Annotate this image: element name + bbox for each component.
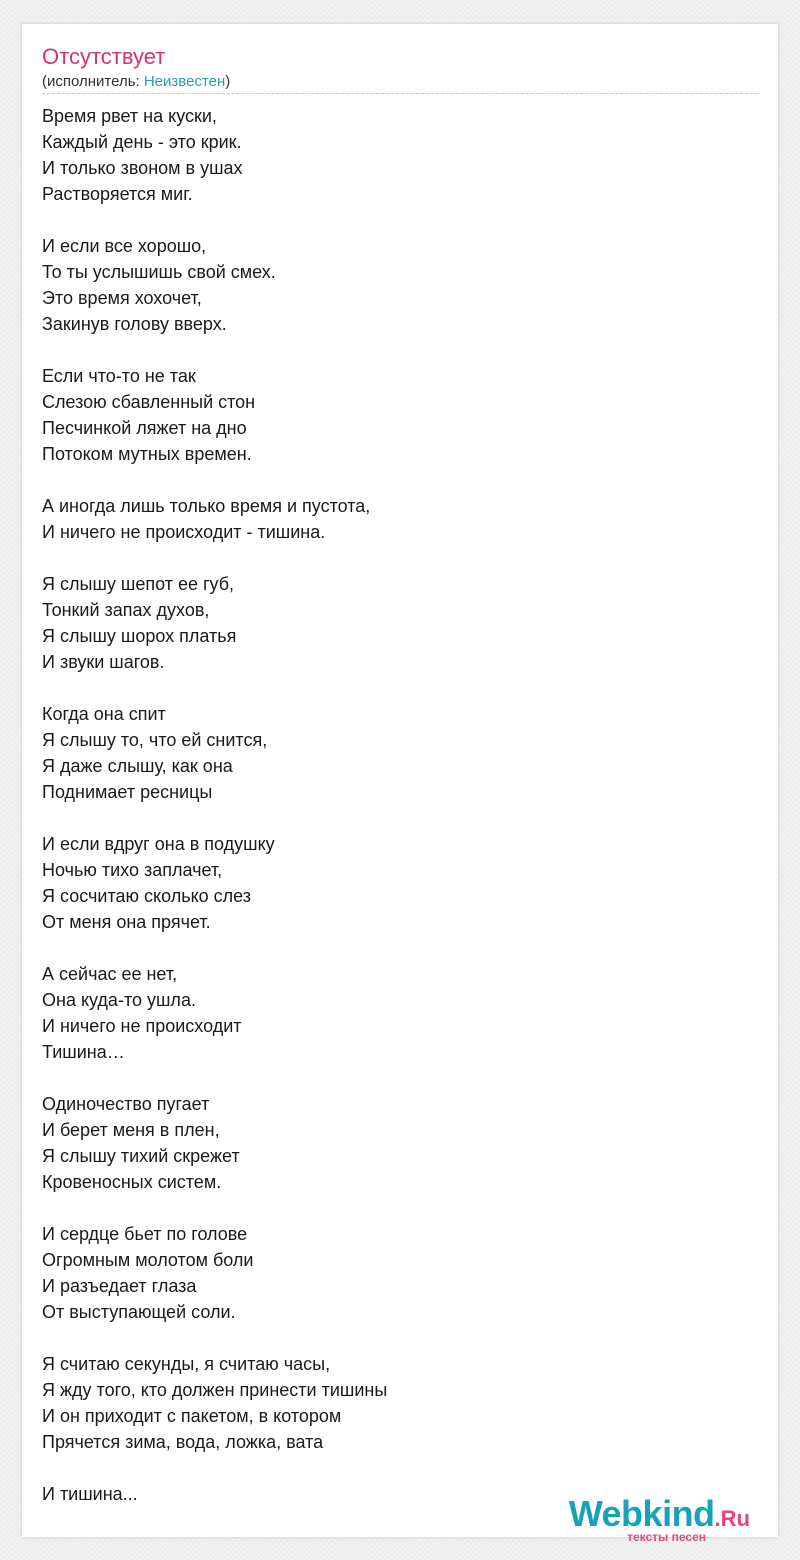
lyrics-line: Кровеносных систем. <box>42 1172 222 1192</box>
lyrics-line: Одиночество пугает <box>42 1094 210 1114</box>
lyrics-stanza <box>42 701 758 805</box>
lyrics-line: Я считаю секунды, я считаю часы, <box>42 1354 331 1374</box>
logo-name: Webkind <box>568 1493 715 1534</box>
artist-suffix: ) <box>225 73 231 90</box>
lyrics-line: Прячется зима, вода, ложка, вата <box>42 1432 324 1452</box>
lyrics-text <box>42 103 758 1533</box>
artist-line <box>42 73 230 91</box>
lyrics-stanza <box>42 1351 758 1455</box>
lyrics-card <box>22 24 778 1544</box>
title-divider <box>42 93 758 94</box>
lyrics-line: Я слышу тихий скрежет <box>42 1146 240 1166</box>
lyrics-line: Это время хохочет, <box>42 288 202 308</box>
lyrics-line: Я слышу шорох платья <box>42 626 237 646</box>
artist-prefix: (исполнитель: <box>42 73 144 90</box>
lyrics-line: И берет меня в плен, <box>42 1120 220 1140</box>
lyrics-line: Время рвет на куски, <box>42 106 217 126</box>
lyrics-stanza <box>42 493 758 545</box>
logo-tagline: тексты песен <box>627 1530 706 1544</box>
lyrics-line: Я слышу шепот ее губ, <box>42 574 235 594</box>
lyrics-line: Когда она спит <box>42 704 166 724</box>
lyrics-line: Закинув голову вверх. <box>42 314 227 334</box>
lyrics-line: И он приходит с пакетом, в котором <box>42 1406 342 1426</box>
lyrics-line: И только звоном в ушах <box>42 158 243 178</box>
lyrics-line: И разъедает глаза <box>42 1276 197 1296</box>
webkind-logo[interactable] <box>560 1494 750 1558</box>
lyrics-line: А сейчас ее нет, <box>42 964 178 984</box>
lyrics-line: Слезою сбавленный стон <box>42 392 256 412</box>
artist-link[interactable]: Неизвестен <box>143 73 226 90</box>
lyrics-line: Растворяется миг. <box>42 184 193 204</box>
lyrics-line: Каждый день - это крик. <box>42 132 242 152</box>
lyrics-line: Тонкий запах духов, <box>42 600 210 620</box>
lyrics-line: Потоком мутных времен. <box>42 444 252 464</box>
lyrics-line: И если все хорошо, <box>42 236 207 256</box>
song-title: Отсутствует <box>42 44 166 69</box>
lyrics-line: И тишина... <box>42 1484 138 1504</box>
lyrics-line: Поднимает ресницы <box>42 782 213 802</box>
lyrics-stanza <box>42 961 758 1065</box>
logo-tld: .Ru <box>714 1506 750 1531</box>
lyrics-stanza <box>42 571 758 675</box>
lyrics-stanza <box>42 233 758 337</box>
lyrics-stanza <box>42 1221 758 1325</box>
lyrics-line: И сердце бьет по голове <box>42 1224 248 1244</box>
lyrics-line: И если вдруг она в подушку <box>42 834 275 854</box>
lyrics-line: Песчинкой ляжет на дно <box>42 418 247 438</box>
lyrics-line: А иногда лишь только время и пустота, <box>42 496 371 516</box>
lyrics-stanza <box>42 363 758 467</box>
lyrics-line: Ночью тихо заплачет, <box>42 860 223 880</box>
lyrics-line: От выступающей соли. <box>42 1302 236 1322</box>
lyrics-line: Она куда-то ушла. <box>42 990 196 1010</box>
lyrics-stanza <box>42 103 758 207</box>
lyrics-line: Если что-то не так <box>42 366 196 386</box>
lyrics-line: Я жду того, кто должен принести тишины <box>42 1380 388 1400</box>
lyrics-stanza <box>42 831 758 935</box>
lyrics-line: Я сосчитаю сколько слез <box>42 886 252 906</box>
lyrics-line: Я даже слышу, как она <box>42 756 233 776</box>
lyrics-line: Огромным молотом боли <box>42 1250 254 1270</box>
lyrics-line: Тишина… <box>42 1042 125 1062</box>
lyrics-line: И звуки шагов. <box>42 652 165 672</box>
lyrics-line: И ничего не происходит - тишина. <box>42 522 326 542</box>
lyrics-line: Я слышу то, что ей снится, <box>42 730 268 750</box>
lyrics-line: От меня она прячет. <box>42 912 211 932</box>
lyrics-stanza <box>42 1091 758 1195</box>
lyrics-line: И ничего не происходит <box>42 1016 242 1036</box>
lyrics-line: То ты услышишь свой смех. <box>42 262 276 282</box>
